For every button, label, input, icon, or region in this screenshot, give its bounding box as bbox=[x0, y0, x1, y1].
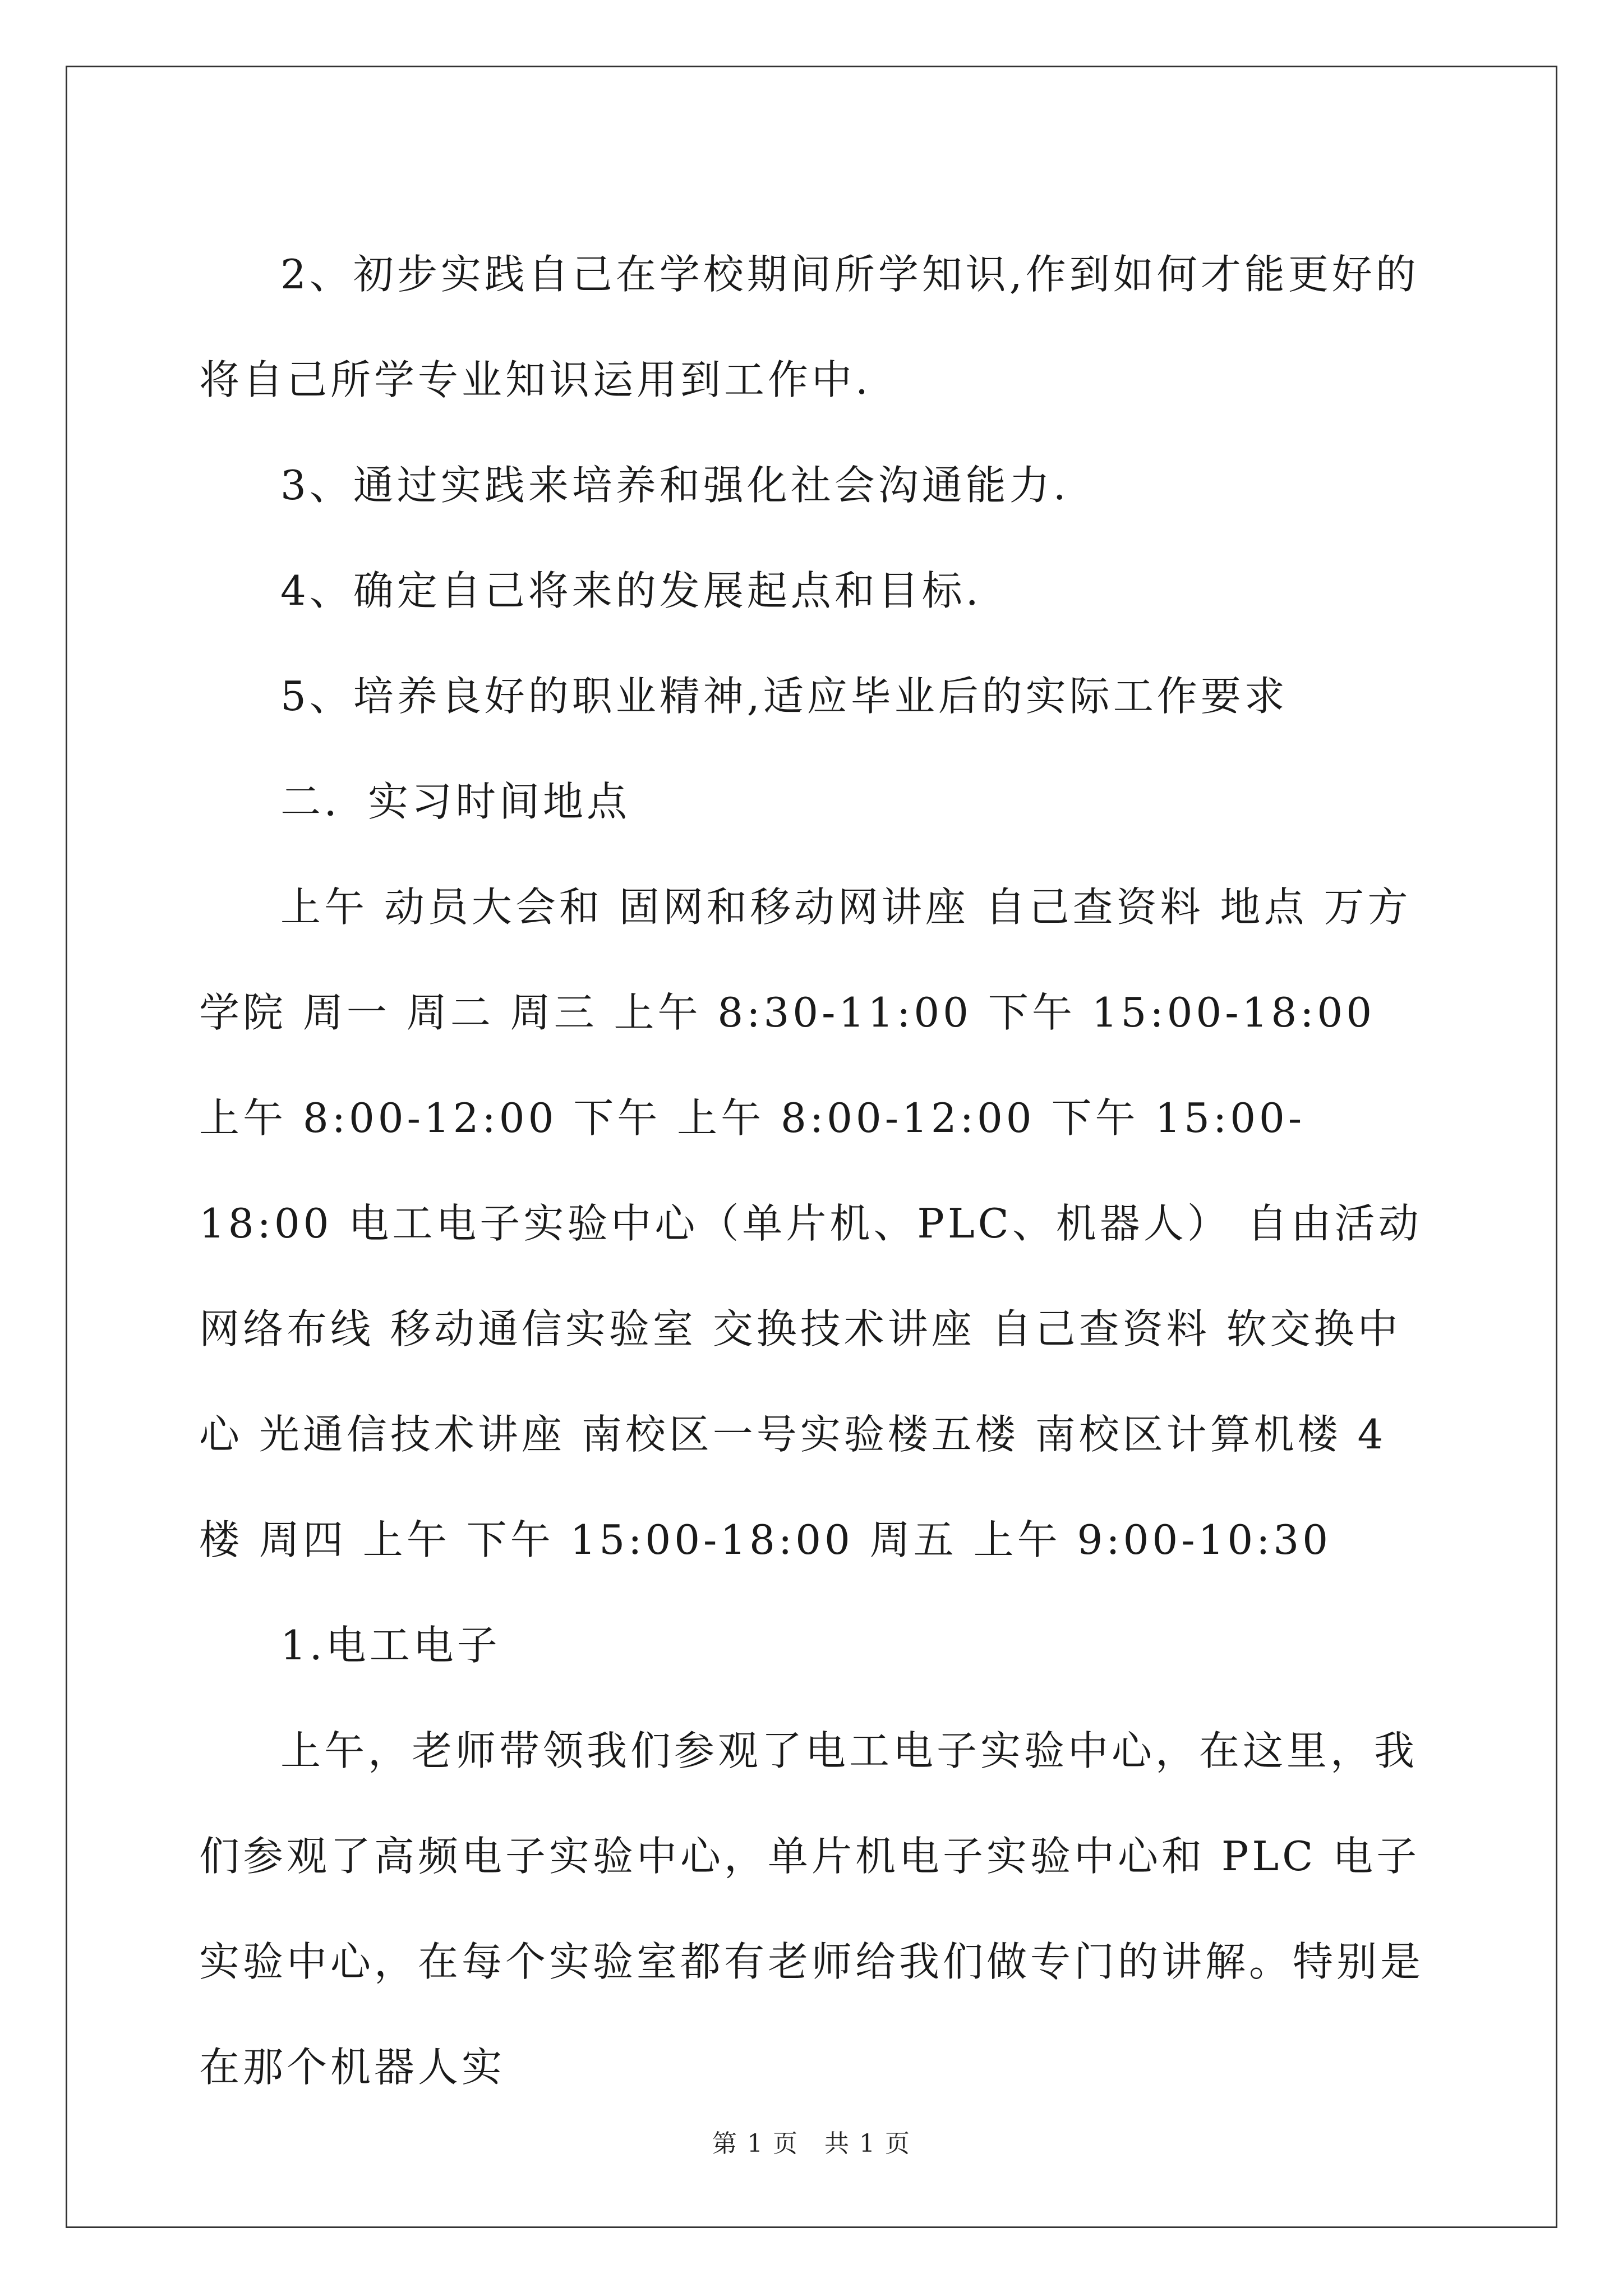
paragraph-objective-5: 5、培养良好的职业精神,适应毕业后的实际工作要求 bbox=[280, 673, 1288, 720]
paragraph-objective-3: 3、通过实践来培养和强化社会沟通能力. bbox=[280, 462, 1069, 509]
paragraph-schedule: 上午 动员大会和 固网和移动网讲座 自己查资料 地点 万方学院 周一 周二 周三 上午 8:30-11:00 下午 15:00-18:00 上午 8:00-12:00 下午 上午 8:00-12:00 下午 15:00-18:00 电工电子实验中心（单片机、PLC、机器人） 自由活动 网络布线 移动通信实验室 交换技术讲座 自己查资料 软交换中心 光通信技术讲座 南校区一号实验楼五楼 南校区计算机楼 4 楼 周四 上午 下午 15:00-18:00 周五 上午 9:00-10:30 bbox=[199, 884, 1422, 1563]
document-body bbox=[199, 222, 1433, 2120]
paragraph-electronics-visit: 上午，老师带领我们参观了电工电子实验中心，在这里，我们参观了高频电子实验中心，单片机电子实验中心和 PLC 电子实验中心，在每个实验室都有老师给我们做专门的讲解。特别是在那个机器人实 bbox=[199, 1727, 1424, 2091]
page-number-footer: 第 1 页 共 1 页 bbox=[712, 2129, 911, 2158]
section-heading-time-location: 二．实习时间地点 bbox=[280, 778, 631, 825]
paragraph-objective-4: 4、确定自己将来的发展起点和目标. bbox=[280, 567, 982, 614]
subsection-heading-electronics: 1.电工电子 bbox=[280, 1622, 501, 1669]
paragraph-objective-2: 2、初步实践自己在学校期间所学知识,作到如何才能更好的将自己所学专业知识运用到工作中. bbox=[199, 251, 1419, 403]
